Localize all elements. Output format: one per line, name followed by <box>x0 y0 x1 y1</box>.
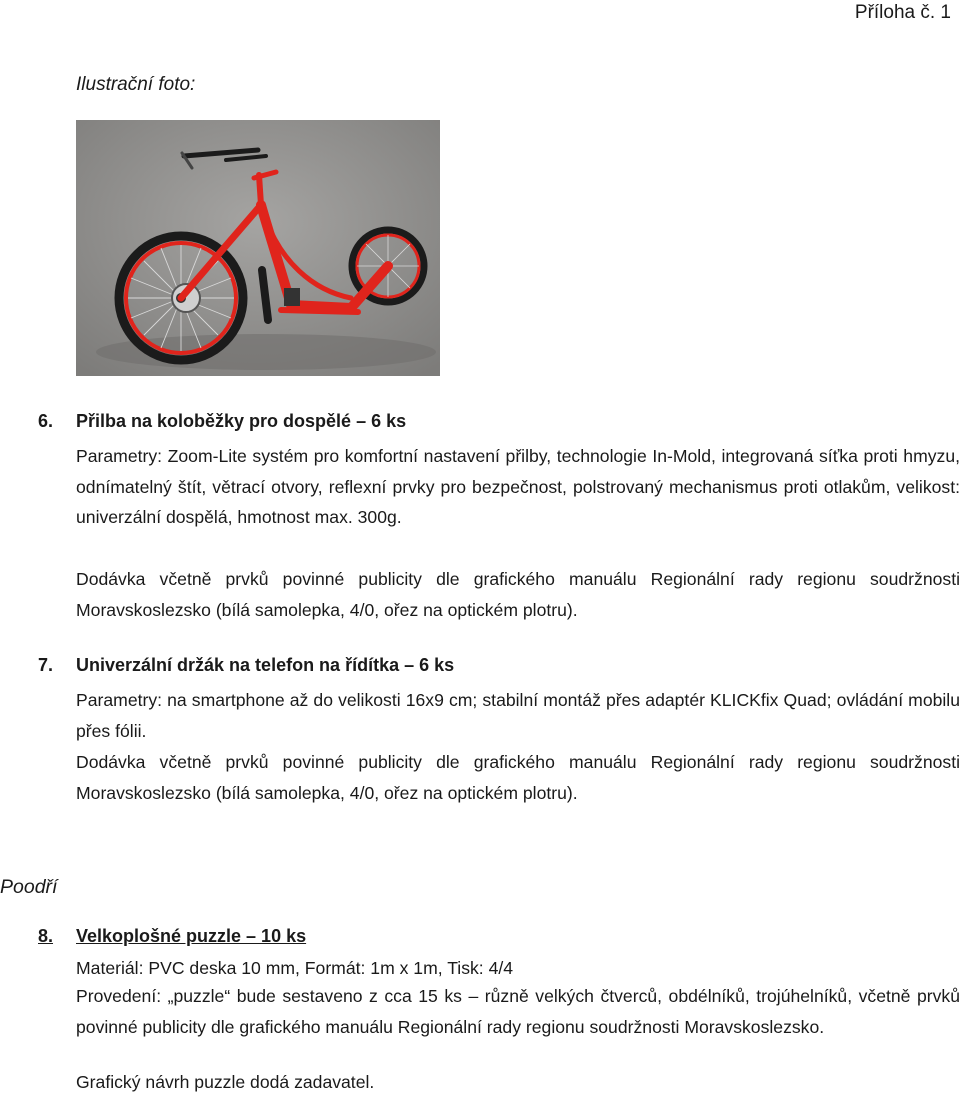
item-7-number: 7. <box>38 655 54 675</box>
item-6-delivery: Dodávka včetně prvků povinné publicity dle grafického manuálu Regionální rady regionu soudržnosti Moravskoslezsko (bílá samolepka, 4/0, ořez na optickém plotru). <box>76 569 960 620</box>
footrest <box>284 288 300 306</box>
item-7-title: Univerzální držák na telefon na řídítka – 6 ks <box>76 655 455 675</box>
item-8-design: Grafický návrh puzzle dodá zadavatel. <box>76 1072 375 1092</box>
item-6-parameters: Parametry: Zoom-Lite systém pro komfortní nastavení přilby, technologie In-Mold, integrovaná síťka proti hmyzu, odnímatelný štít, větrací otvory, reflexní prvky pro bezpečnost, polstrovaný mechanismus proti otlakům, velikost: univerzální dospělá, hmotnost max. 300g. <box>76 446 960 527</box>
item-7-parameters: Parametry: na smartphone až do velikosti 16x9 cm; stabilní montáž přes adaptér KLICKfix Quad; ovládání mobilu přes fólii. <box>76 690 960 741</box>
item-6-number: 6. <box>38 411 54 431</box>
item-8-execution: Provedení: „puzzle“ bude sestaveno z cca 15 ks – různě velkých čtverců, obdélníků, trojúhelníků, včetně prvků povinné publicity dle grafického manuálu Regionální rady regionu soudržnosti Moravskoslezsko. <box>76 986 960 1037</box>
annex-label: Příloha č. 1 <box>854 2 951 23</box>
kick-scooter-photo <box>76 120 440 376</box>
item-8-number: 8. <box>38 926 54 946</box>
section-title: Poodří <box>0 876 58 898</box>
item-7-delivery: Dodávka včetně prvků povinné publicity dle grafického manuálu Regionální rady regionu soudržnosti Moravskoslezsko (bílá samolepka, 4/0, ořez na optickém plotru). <box>76 752 960 803</box>
kick-scooter-image <box>76 120 440 376</box>
photo-caption: Ilustrační foto: <box>76 74 196 95</box>
item-8-title: Velkoplošné puzzle – 10 ks <box>76 926 307 946</box>
item-6-title: Přilba na koloběžky pro dospělé – 6 ks <box>76 411 407 431</box>
item-8-material: Materiál: PVC deska 10 mm, Formát: 1m x 1m, Tisk: 4/4 <box>76 958 514 978</box>
